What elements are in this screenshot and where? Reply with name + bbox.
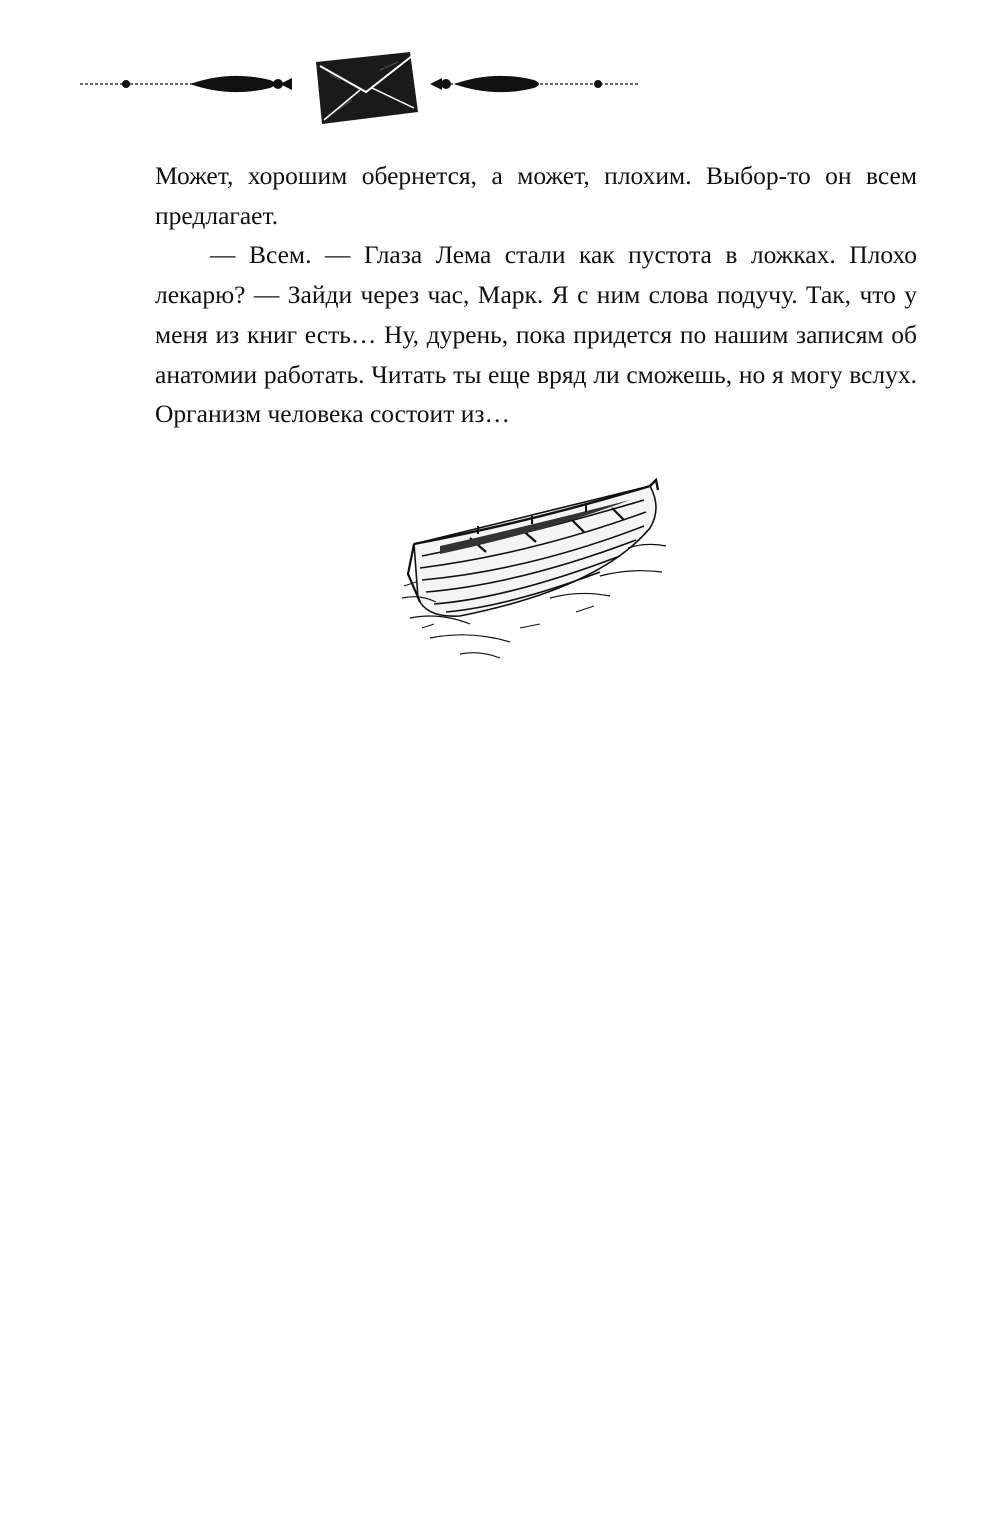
- paragraph: Может, хорошим обернется, а может, плохим. Выбор-то он всем предлагает.: [155, 161, 917, 230]
- envelope-flourish-ornament: [80, 40, 640, 130]
- envelope-icon: [316, 52, 418, 124]
- rowboat-illustration: [400, 478, 670, 663]
- paragraph: — Всем. — Глаза Лема стали как пустота в ложках. Плохо лекарю? — Зайди через час, Марк. Я с ним слова подучу. Так, что у меня из книг есть… Ну, дурень, пока придется по нашим записям об анатомии работать. Читать ты еще вряд ли сможешь, но я могу вслух. Организм человека состоит из…: [155, 240, 917, 429]
- body-text: [155, 156, 917, 434]
